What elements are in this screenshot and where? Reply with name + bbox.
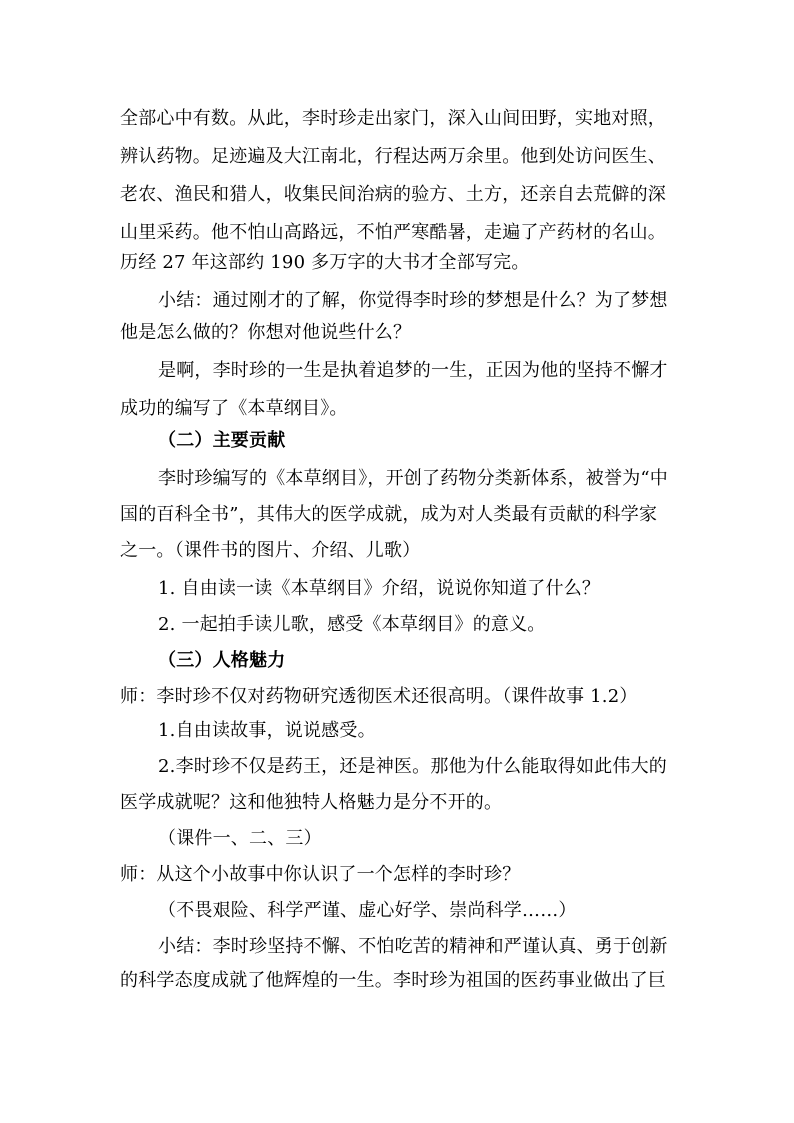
text-line: 师：李时珍不仅对药物研究透彻医术还很高明。（课件故事 1.2）	[120, 686, 638, 707]
list-item: 1. 自由读一读《本草纲目》介绍，说说你知道了什么？	[158, 578, 601, 599]
section-heading-personality: （三）人格魅力	[158, 650, 286, 671]
text-line: 成功的编写了《本草纲目》。	[120, 398, 348, 419]
list-item: 2.李时珍不仅是药王，还是神医。那他为什么能取得如此伟大的	[158, 756, 667, 777]
text-line: 师：从这个小故事中你认识了一个怎样的李时珍？	[120, 864, 521, 885]
text-line: 李时珍编写的《本草纲目》，开创了药物分类新体系，被誉为“中	[158, 468, 668, 489]
text-line: 之一。（课件书的图片、介绍、儿歌）	[120, 540, 421, 561]
text-line: 历经 27 年这部约 190 多万字的大书才全部写完。	[120, 252, 530, 273]
text-line: 全部心中有数。从此，李时珍走出家门，深入山间田野，实地对照，	[120, 108, 666, 129]
text-line: 老农、渔民和猎人，收集民间治病的验方、土方，还亲自去荒僻的深	[120, 184, 666, 205]
list-item: 2. 一起拍手读儿歌，感受《本草纲目》的意义。	[158, 614, 546, 635]
list-item: 1.自由读故事，说说感受。	[158, 720, 376, 741]
text-line: 是啊，李时珍的一生是执着追梦的一生，正因为他的坚持不懈才	[158, 360, 668, 381]
section-heading-main-contribution: （二）主要贡献	[158, 430, 286, 451]
text-line: 的科学态度成就了他辉煌的一生。李时珍为祖国的医药事业做出了巨	[120, 970, 666, 991]
text-line: 山里采药。他不怕山高路远，不怕严寒酷暑，走遍了产药材的名山。	[120, 222, 666, 243]
summary-paragraph-line: 小结：通过刚才的了解，你觉得李时珍的梦想是什么？为了梦想	[158, 290, 668, 311]
summary-paragraph-line: 小结：李时珍坚持不懈、不怕吃苦的精神和严谨认真、勇于创新	[158, 936, 668, 957]
text-line: 辨认药物。足迹遍及大江南北，行程达两万余里。他到处访问医生、	[120, 146, 666, 167]
text-line: （不畏艰险、科学严谨、虚心好学、崇尚科学……）	[158, 900, 577, 921]
text-line: 国的百科全书”，其伟大的医学成就，成为对人类最有贡献的科学家	[120, 504, 658, 525]
text-line: （课件一、二、三）	[158, 828, 322, 849]
text-line: 他是怎么做的？你想对他说些什么？	[120, 322, 412, 343]
text-line: 医学成就呢？这和他独特人格魅力是分不开的。	[120, 792, 503, 813]
